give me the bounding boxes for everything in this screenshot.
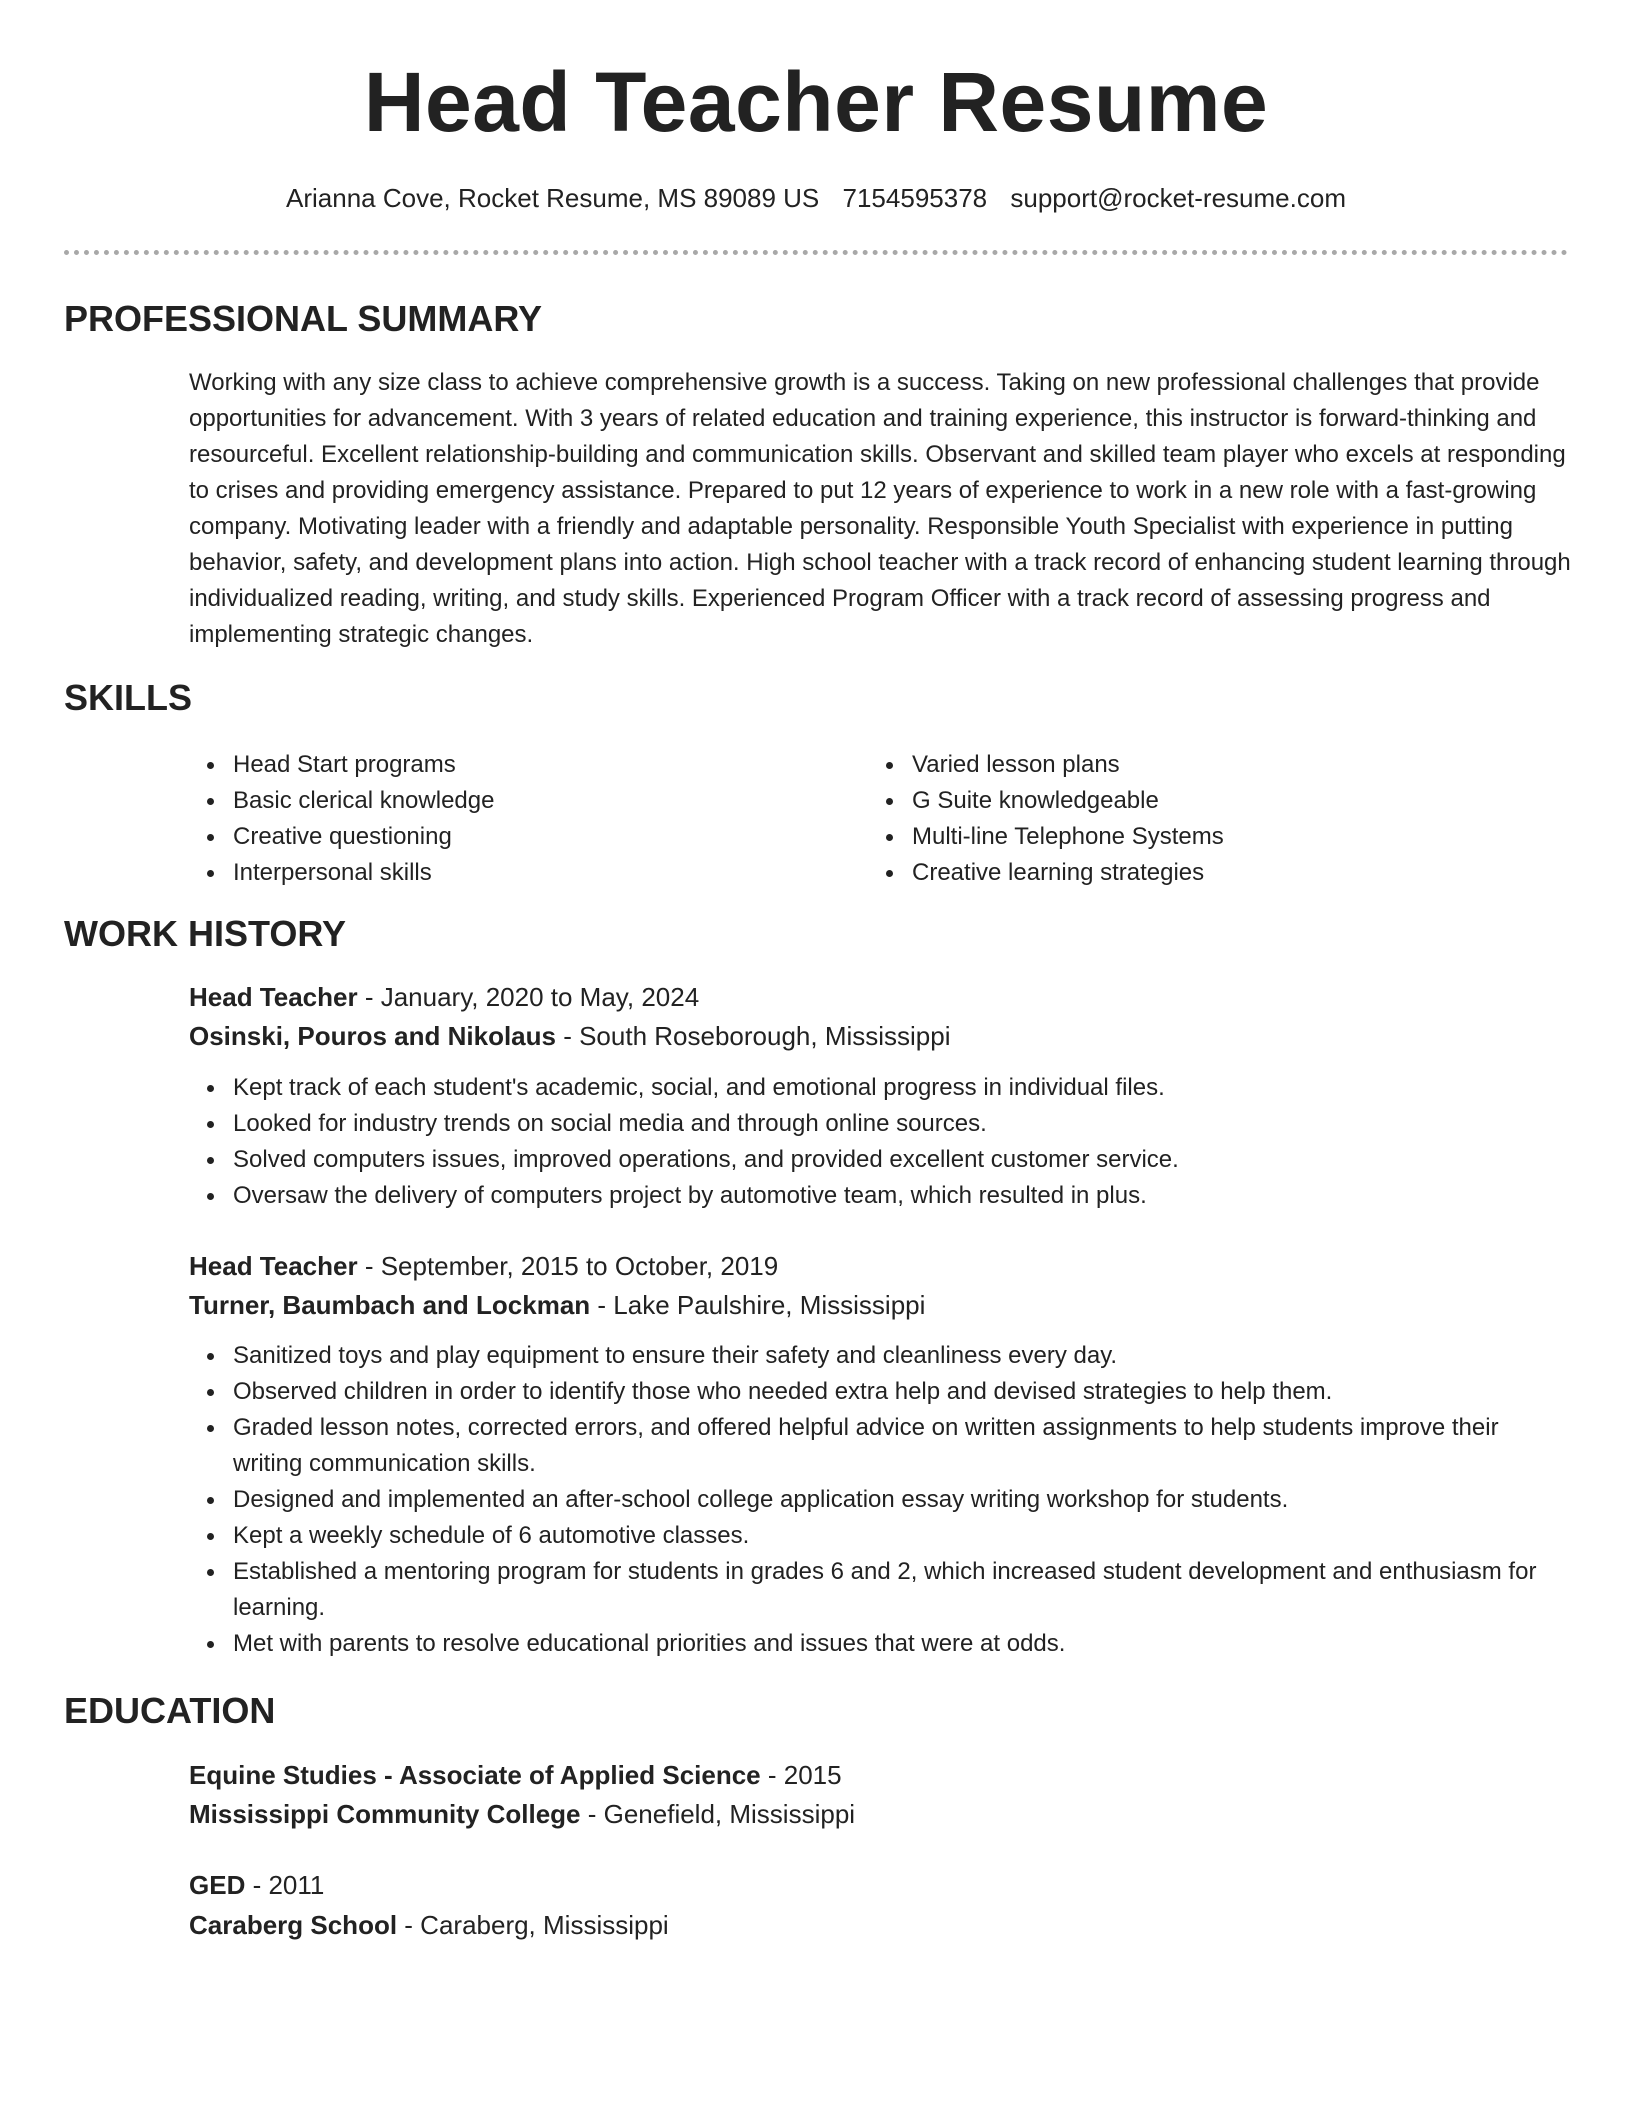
skill-item: Multi-line Telephone Systems [868,819,1568,855]
job-title: Head Teacher [189,1251,358,1281]
job-bullet: Met with parents to resolve educational priorities and issues that were at odds. [189,1626,1571,1662]
job-company: Osinski, Pouros and Nikolaus [189,1021,556,1051]
job-company: Turner, Baumbach and Lockman [189,1290,591,1320]
education-heading: EDUCATION [64,1690,276,1731]
job-company-line [189,1017,951,1055]
job-dates: - January, 2020 to May, 2024 [357,982,700,1012]
header-divider [64,250,1568,255]
job-location: - South Roseborough, Mississippi [555,1021,951,1051]
job-bullets [189,1070,1571,1214]
job-location: - Lake Paulshire, Mississippi [590,1290,926,1320]
job-bullet: Sanitized toys and play equipment to ensure their safety and cleanliness every day. [189,1338,1571,1374]
skill-item: Basic clerical knowledge [189,783,829,819]
skill-item: Head Start programs [189,747,829,783]
education-degree: GED [189,1870,246,1900]
education-school: Mississippi Community College [189,1799,581,1829]
job-bullet: Established a mentoring program for students in grades 6 and 2, which increased student development and enthusiasm for learning. [189,1554,1571,1626]
job-dates: - September, 2015 to October, 2019 [357,1251,779,1281]
job-bullets [189,1338,1571,1662]
skill-item: Creative learning strategies [868,855,1568,891]
job-title: Head Teacher [189,982,358,1012]
job-bullet: Graded lesson notes, corrected errors, and offered helpful advice on written assignments to help students improve their writing communication skills. [189,1410,1571,1482]
work-heading: WORK HISTORY [64,913,347,954]
job-title-line [189,1247,778,1285]
skills-heading: SKILLS [64,677,193,718]
job-bullet: Oversaw the delivery of computers project by automotive team, which resulted in plus. [189,1178,1571,1214]
education-degree: Equine Studies - Associate of Applied Science [189,1760,761,1790]
education-school-line [189,1795,855,1833]
job-bullet: Kept a weekly schedule of 6 automotive classes. [189,1518,1571,1554]
education-degree-line [189,1866,324,1904]
skills-list-right [868,747,1568,891]
skill-item: G Suite knowledgeable [868,783,1568,819]
job-bullet: Designed and implemented an after-school college application essay writing workshop for students. [189,1482,1571,1518]
contact-address: Arianna Cove, Rocket Resume, MS 89089 US [286,183,820,213]
contact-line [0,180,1632,216]
job-title-line [189,978,699,1016]
contact-email: support@rocket-resume.com [1010,183,1346,213]
skill-item: Interpersonal skills [189,855,829,891]
education-location: - Caraberg, Mississippi [397,1910,669,1940]
resume-title: Head Teacher Resume [363,55,1269,149]
education-school-line [189,1906,669,1944]
education-year: - 2011 [245,1870,325,1900]
education-school: Caraberg School [189,1910,398,1940]
job-bullet: Solved computers issues, improved operations, and provided excellent customer service. [189,1142,1571,1178]
education-degree-line [189,1756,842,1794]
contact-phone: 7154595378 [842,183,988,213]
job-bullet: Looked for industry trends on social media and through online sources. [189,1106,1571,1142]
job-company-line [189,1286,925,1324]
skills-list-left [189,747,829,891]
job-bullet: Kept track of each student's academic, social, and emotional progress in individual files. [189,1070,1571,1106]
job-bullet: Observed children in order to identify those who needed extra help and devised strategies to help them. [189,1374,1571,1410]
education-year: - 2015 [760,1760,842,1790]
summary-heading: PROFESSIONAL SUMMARY [64,298,543,339]
summary-text: Working with any size class to achieve comprehensive growth is a success. Taking on new professional challenges that provide opportunities for advancement. With 3 years of related education and training experience, this instructor is forward-thinking and resourceful. Excellent relationship-building and communication skills. Observant and skilled team player who excels at responding to crises and providing emergency assistance. Prepared to put 12 years of experience to work in a new role with a fast-growing company. Motivating leader with a friendly and adaptable personality. Responsible Youth Specialist with experience in putting behavior, safety, and development plans into action. High school teacher with a track record of enhancing student learning through individualized reading, writing, and study skills. Experienced Program Officer with a track record of assessing progress and implementing strategic changes. [189,369,1571,648]
skill-item: Varied lesson plans [868,747,1568,783]
skill-item: Creative questioning [189,819,829,855]
education-location: - Genefield, Mississippi [580,1799,856,1829]
